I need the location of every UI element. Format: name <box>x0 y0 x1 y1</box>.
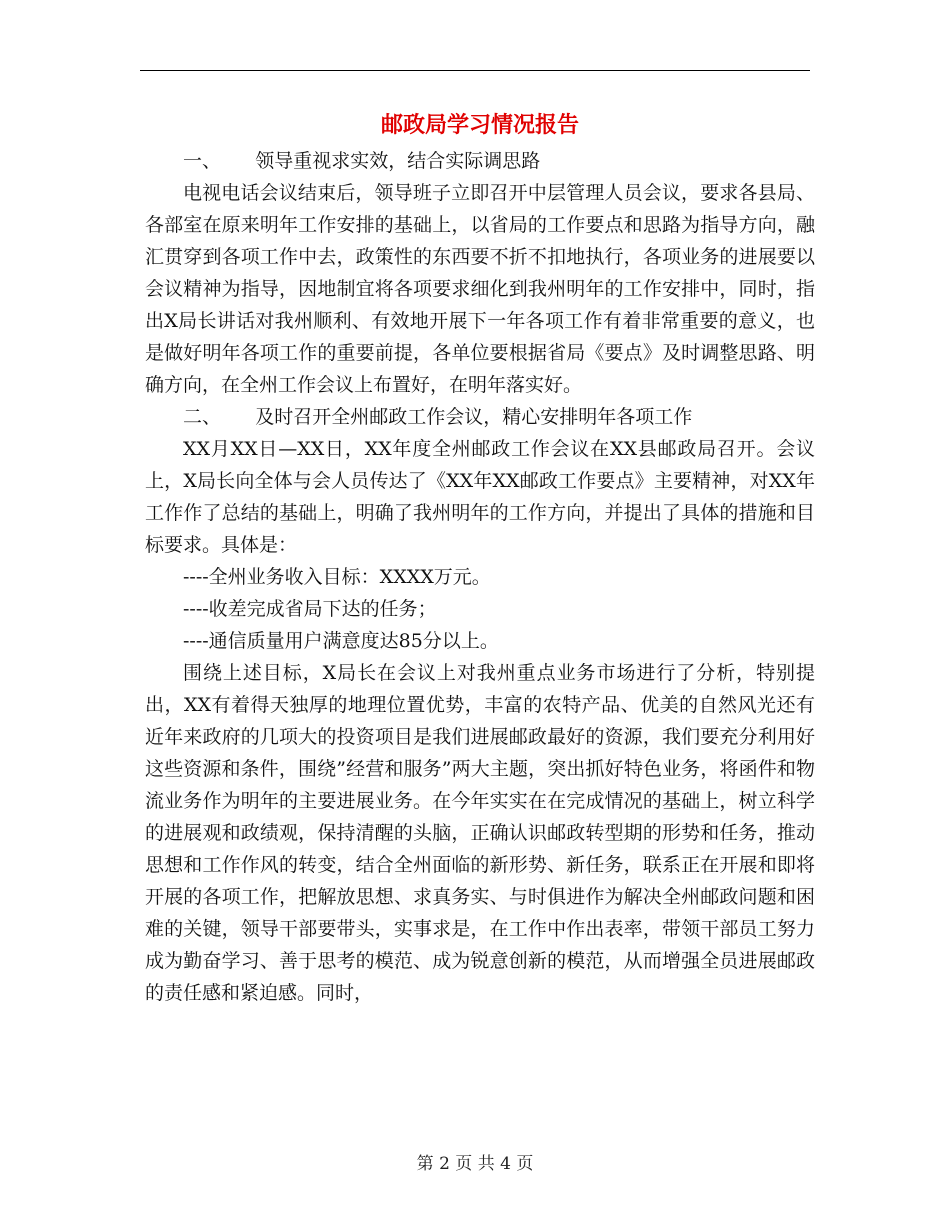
section-1-heading-text: 领导重视求实效，结合实际调思路 <box>255 150 541 172</box>
section-1-heading <box>145 145 815 177</box>
section-2-heading <box>145 401 815 433</box>
section-1-number: 一、 <box>183 150 222 172</box>
target-item-budget: ----收差完成省局下达的任务； <box>183 598 437 620</box>
target-item-satisfaction: ----通信质量用户满意度达85分以上。 <box>183 630 499 652</box>
section-2-paragraph: XX月XX日—XX日，XX年度全州邮政工作会议在XX县邮政局召开。会议上，X局长向全体与会人员传达了《XX年XX邮政工作要点》主要精神，对XX年工作作了总结的基础上，明确了我州明年的工作方向，并提出了具体的措施和目标要求。具体是： <box>145 438 815 556</box>
section-2-number: 二、 <box>183 406 222 428</box>
section-2-heading-text: 及时召开全州邮政工作会议，精心安排明年各项工作 <box>255 406 693 428</box>
section-1-paragraph: 电视电话会议结束后，领导班子立即召开中层管理人员会议，要求各县局、各部室在原来明年工作安排的基础上，以省局的工作要点和思路为指导方向，融汇贯穿到各项工作中去，政策性的东西要不折不扣地执行，各项业务的进展要以会议精神为指导，因地制宜将各项要求细化到我州明年的工作安排中，同时，指出X局长讲话对我州顺利、有效地开展下一年各项工作有着非常重要的意义，也是做好明年各项工作的重要前提，各单位要根据省局《要点》及时调整思路、明确方向，在全州工作会议上布置好，在明年落实好。 <box>145 182 815 396</box>
target-item-revenue: ----全州业务收入目标：XXXX万元。 <box>183 566 491 588</box>
page-number-footer: 第 2 页 共 4 页 <box>416 1154 534 1174</box>
section-2-closing-paragraph: 围绕上述目标，X局长在会议上对我州重点业务市场进行了分析，特别提出，XX有着得天独厚的地理位置优势，丰富的农特产品、优美的自然风光还有近年来政府的几项大的投资项目是我们进展邮政最好的资源，我们要充分利用好这些资源和条件，围绕”经营和服务”两大主题，突出抓好特色业务，将函件和物流业务作为明年的主要进展业务。在今年实实在在完成情况的基础上，树立科学的进展观和政绩观，保持清醒的头脑，正确认识邮政转型期的形势和任务，推动思想和工作作风的转变，结合全州面临的新形势、新任务，联系正在开展和即将开展的各项工作，把解放思想、求真务实、与时俱进作为解决全州邮政问题和困难的关键，领导干部要带头，实事求是，在工作中作出表率，带领干部员工努力成为勤奋学习、善于思考的模范、成为锐意创新的模范，从而增强全员进展邮政的责任感和紧迫感。同时， <box>145 662 815 1004</box>
header-rule <box>140 70 810 71</box>
document-title: 邮政局学习情况报告 <box>380 112 579 138</box>
document-body <box>145 105 815 1009</box>
